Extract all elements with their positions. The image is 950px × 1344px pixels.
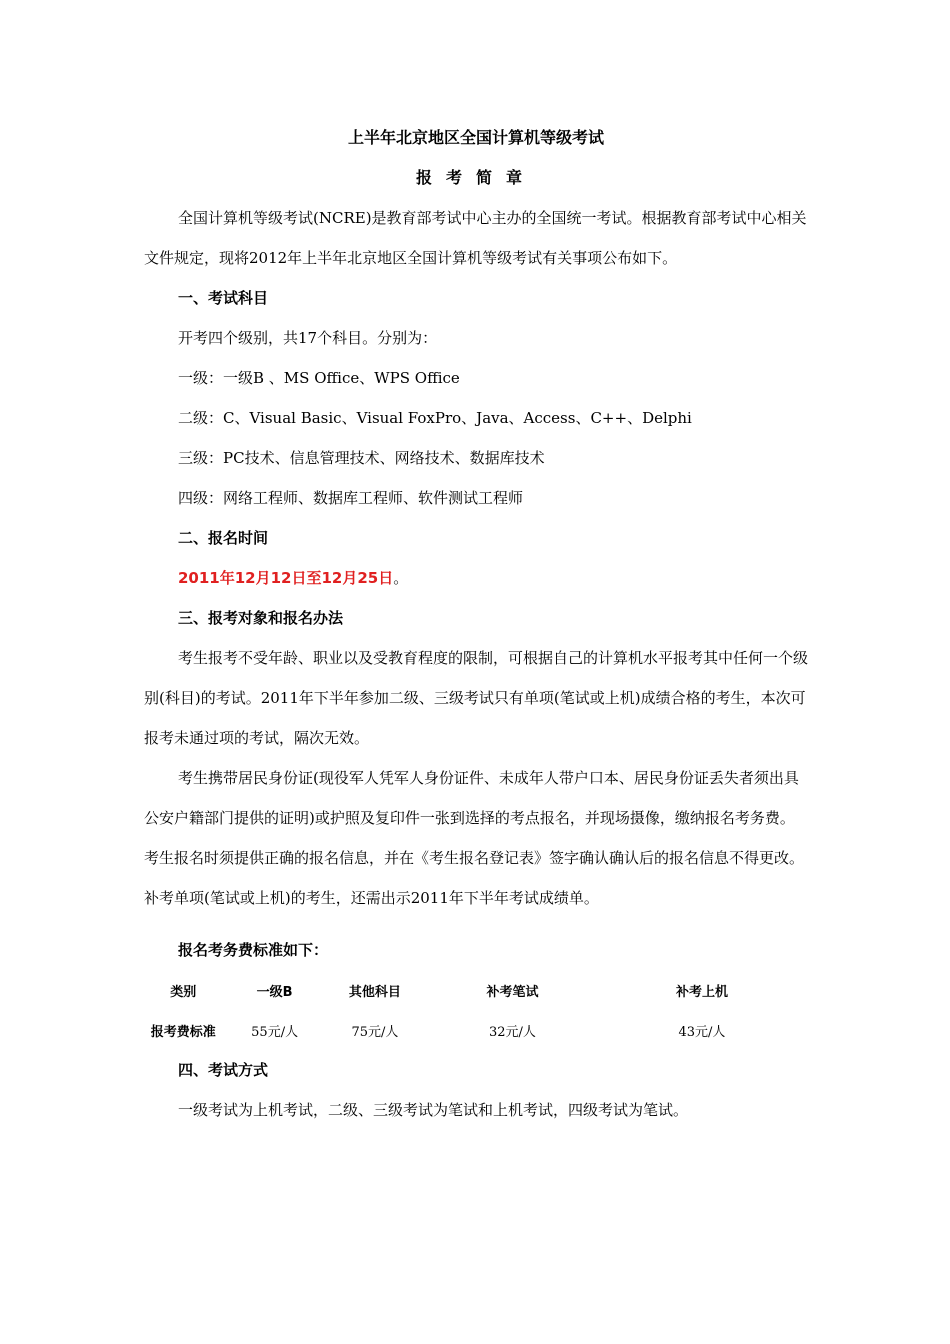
registration-date: 2011年12月12日至12月25日 bbox=[178, 569, 394, 587]
document-body bbox=[144, 118, 808, 1130]
fee-other: 75元/人 bbox=[351, 1024, 399, 1040]
fee-retake-written: 32元/人 bbox=[489, 1024, 536, 1040]
section-heading-registration-time: 二、报名时间 bbox=[178, 529, 269, 547]
fee-level1b: 55元/人 bbox=[251, 1024, 299, 1040]
fee-header-retake-computer: 补考上机 bbox=[675, 984, 728, 1000]
fee-heading: 报名考务费标准如下： bbox=[178, 941, 329, 959]
fee-table bbox=[138, 970, 808, 1050]
document-subtitle: 报考简章 bbox=[415, 168, 536, 187]
registration-date-line bbox=[144, 558, 808, 598]
fee-table-header-row bbox=[138, 970, 808, 1010]
fee-header-category: 类别 bbox=[170, 984, 197, 1000]
fee-header-level1b: 一级B bbox=[256, 984, 293, 1000]
level-1-subjects: 一级：一级B 、MS Office、WPS Office bbox=[178, 369, 460, 387]
fee-row-label: 报考费标准 bbox=[150, 1024, 216, 1040]
document-title: 上半年北京地区全国计算机等级考试 bbox=[347, 128, 604, 147]
level-2-subjects: 二级：C、Visual Basic、Visual FoxPro、Java、Access、C++、Delphi bbox=[178, 409, 692, 427]
spacer bbox=[144, 918, 808, 930]
fee-table-row bbox=[138, 1010, 808, 1050]
exam-method-paragraph: 一级考试为上机考试，二级、三级考试为笔试和上机考试，四级考试为笔试。 bbox=[178, 1101, 689, 1119]
intro-paragraph: 全国计算机等级考试(NCRE)是教育部考试中心主办的全国统一考试。根据教育部考试中心相关文件规定，现将2012年上半年北京地区全国计算机等级考试有关事项公布如下。 bbox=[144, 209, 807, 267]
section-heading-exam-method: 四、考试方式 bbox=[178, 1061, 269, 1079]
section-heading-eligibility: 三、报考对象和报名办法 bbox=[178, 609, 344, 627]
level-3-subjects: 三级：PC技术、信息管理技术、网络技术、数据库技术 bbox=[178, 449, 545, 467]
eligibility-paragraph: 考生报考不受年龄、职业以及受教育程度的限制，可根据自己的计算机水平报考其中任何一个级别(科目)的考试。2011年下半年参加二级、三级考试只有单项(笔试或上机)成绩合格的考生，本次可报考未通过项的考试，隔次无效。 bbox=[144, 649, 809, 747]
fee-header-retake-written: 补考笔试 bbox=[486, 984, 539, 1000]
registration-procedure-paragraph: 考生携带居民身份证(现役军人凭军人身份证件、未成年人带户口本、居民身份证丢失者须出具公安户籍部门提供的证明)或护照及复印件一张到选择的考点报名，并现场摄像，缴纳报名考务费。考生报名时须提供正确的报名信息，并在《考生报名登记表》签字确认确认后的报名信息不得更改。补考单项(笔试或上机)的考生，还需出示2011年下半年考试成绩单。 bbox=[144, 769, 805, 907]
fee-retake-computer: 43元/人 bbox=[678, 1024, 726, 1040]
registration-date-suffix: 。 bbox=[393, 569, 409, 587]
subjects-summary: 开考四个级别，共17个科目。分别为： bbox=[178, 329, 438, 347]
fee-header-other: 其他科目 bbox=[348, 984, 401, 1000]
section-heading-subjects: 一、考试科目 bbox=[178, 289, 269, 307]
level-4-subjects: 四级：网络工程师、数据库工程师、软件测试工程师 bbox=[178, 489, 524, 507]
